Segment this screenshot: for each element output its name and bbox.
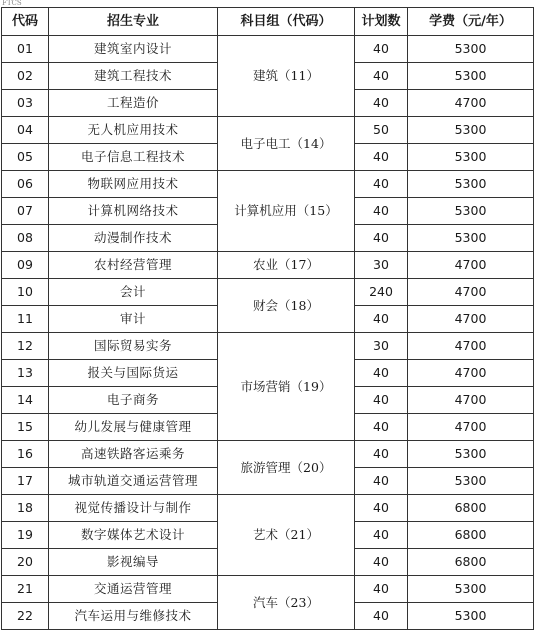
cell-code: 16 — [2, 441, 49, 468]
cell-tuition: 6800 — [408, 549, 534, 576]
table-row — [2, 441, 534, 468]
cell-code: 10 — [2, 279, 49, 306]
table-row — [2, 36, 534, 63]
cell-major: 动漫制作技术 — [49, 225, 218, 252]
cell-tuition: 5300 — [408, 198, 534, 225]
cell-tuition: 5300 — [408, 171, 534, 198]
cell-major: 审计 — [49, 306, 218, 333]
cell-code: 11 — [2, 306, 49, 333]
cell-major: 工程造价 — [49, 90, 218, 117]
cell-tuition: 5300 — [408, 468, 534, 495]
cell-major: 城市轨道交通运营管理 — [49, 468, 218, 495]
cell-plan-count: 240 — [355, 279, 408, 306]
cell-code: 02 — [2, 63, 49, 90]
cell-subject-group: 农业（17） — [218, 252, 355, 279]
cell-major: 农村经营管理 — [49, 252, 218, 279]
cell-tuition: 5300 — [408, 576, 534, 603]
cell-plan-count: 40 — [355, 360, 408, 387]
cell-code: 20 — [2, 549, 49, 576]
cell-major: 会计 — [49, 279, 218, 306]
cell-major: 数字媒体艺术设计 — [49, 522, 218, 549]
header-major: 招生专业 — [49, 8, 218, 36]
cell-tuition: 5300 — [408, 441, 534, 468]
cell-major: 报关与国际货运 — [49, 360, 218, 387]
cell-subject-group: 建筑（11） — [218, 36, 355, 117]
cell-code: 15 — [2, 414, 49, 441]
cell-tuition: 4700 — [408, 90, 534, 117]
cell-code: 01 — [2, 36, 49, 63]
cell-subject-group: 电子电工（14） — [218, 117, 355, 171]
table-row — [2, 117, 534, 144]
cell-code: 05 — [2, 144, 49, 171]
cell-subject-group: 汽车（23） — [218, 576, 355, 630]
cell-tuition: 4700 — [408, 252, 534, 279]
cell-code: 21 — [2, 576, 49, 603]
enrollment-table — [1, 7, 534, 630]
cell-major: 计算机网络技术 — [49, 198, 218, 225]
cell-tuition: 5300 — [408, 117, 534, 144]
cell-major: 交通运营管理 — [49, 576, 218, 603]
cell-plan-count: 40 — [355, 90, 408, 117]
cell-tuition: 5300 — [408, 36, 534, 63]
cell-major: 影视编导 — [49, 549, 218, 576]
table-header-row — [2, 8, 534, 36]
cell-plan-count: 40 — [355, 522, 408, 549]
table-row — [2, 171, 534, 198]
cell-plan-count: 40 — [355, 63, 408, 90]
cell-plan-count: 40 — [355, 441, 408, 468]
cell-plan-count: 40 — [355, 603, 408, 630]
cell-plan-count: 40 — [355, 36, 408, 63]
cell-plan-count: 40 — [355, 549, 408, 576]
cell-plan-count: 40 — [355, 198, 408, 225]
cell-tuition: 6800 — [408, 522, 534, 549]
cell-code: 06 — [2, 171, 49, 198]
header-subject-group: 科目组（代码） — [218, 8, 355, 36]
cell-tuition: 5300 — [408, 63, 534, 90]
cell-tuition: 4700 — [408, 306, 534, 333]
cell-code: 03 — [2, 90, 49, 117]
cell-code: 08 — [2, 225, 49, 252]
cell-subject-group: 旅游管理（20） — [218, 441, 355, 495]
cell-code: 22 — [2, 603, 49, 630]
cell-tuition: 6800 — [408, 495, 534, 522]
cropped-header-text: FTCS — [2, 0, 22, 7]
cell-code: 04 — [2, 117, 49, 144]
table-row — [2, 495, 534, 522]
cell-plan-count: 40 — [355, 144, 408, 171]
cell-plan-count: 40 — [355, 387, 408, 414]
cell-subject-group: 计算机应用（15） — [218, 171, 355, 252]
cell-major: 高速铁路客运乘务 — [49, 441, 218, 468]
cell-code: 12 — [2, 333, 49, 360]
table-body — [2, 36, 534, 630]
cell-code: 07 — [2, 198, 49, 225]
cell-code: 09 — [2, 252, 49, 279]
cell-major: 物联网应用技术 — [49, 171, 218, 198]
cell-code: 14 — [2, 387, 49, 414]
cell-major: 无人机应用技术 — [49, 117, 218, 144]
cell-plan-count: 40 — [355, 468, 408, 495]
cell-subject-group: 艺术（21） — [218, 495, 355, 576]
cell-major: 电子信息工程技术 — [49, 144, 218, 171]
cell-major: 视觉传播设计与制作 — [49, 495, 218, 522]
cell-code: 13 — [2, 360, 49, 387]
cell-major: 建筑工程技术 — [49, 63, 218, 90]
cell-major: 幼儿发展与健康管理 — [49, 414, 218, 441]
cell-tuition: 4700 — [408, 279, 534, 306]
cell-plan-count: 40 — [355, 171, 408, 198]
cell-code: 17 — [2, 468, 49, 495]
cell-tuition: 4700 — [408, 333, 534, 360]
header-tuition: 学费（元/年） — [408, 8, 534, 36]
cell-major: 建筑室内设计 — [49, 36, 218, 63]
cell-plan-count: 40 — [355, 576, 408, 603]
cell-plan-count: 40 — [355, 414, 408, 441]
cell-tuition: 4700 — [408, 414, 534, 441]
cell-plan-count: 40 — [355, 306, 408, 333]
cell-subject-group: 财会（18） — [218, 279, 355, 333]
header-plan-count: 计划数 — [355, 8, 408, 36]
cell-tuition: 4700 — [408, 360, 534, 387]
cell-code: 19 — [2, 522, 49, 549]
cell-tuition: 5300 — [408, 225, 534, 252]
table-row — [2, 279, 534, 306]
cell-plan-count: 30 — [355, 252, 408, 279]
cell-major: 汽车运用与维修技术 — [49, 603, 218, 630]
cell-plan-count: 40 — [355, 495, 408, 522]
cell-tuition: 5300 — [408, 603, 534, 630]
cell-plan-count: 40 — [355, 225, 408, 252]
cell-tuition: 5300 — [408, 144, 534, 171]
cell-tuition: 4700 — [408, 387, 534, 414]
table-row — [2, 333, 534, 360]
cell-major: 电子商务 — [49, 387, 218, 414]
header-code: 代码 — [2, 8, 49, 36]
cell-code: 18 — [2, 495, 49, 522]
table-row — [2, 252, 534, 279]
cell-subject-group: 市场营销（19） — [218, 333, 355, 441]
table-row — [2, 576, 534, 603]
cell-major: 国际贸易实务 — [49, 333, 218, 360]
cell-plan-count: 50 — [355, 117, 408, 144]
cell-plan-count: 30 — [355, 333, 408, 360]
